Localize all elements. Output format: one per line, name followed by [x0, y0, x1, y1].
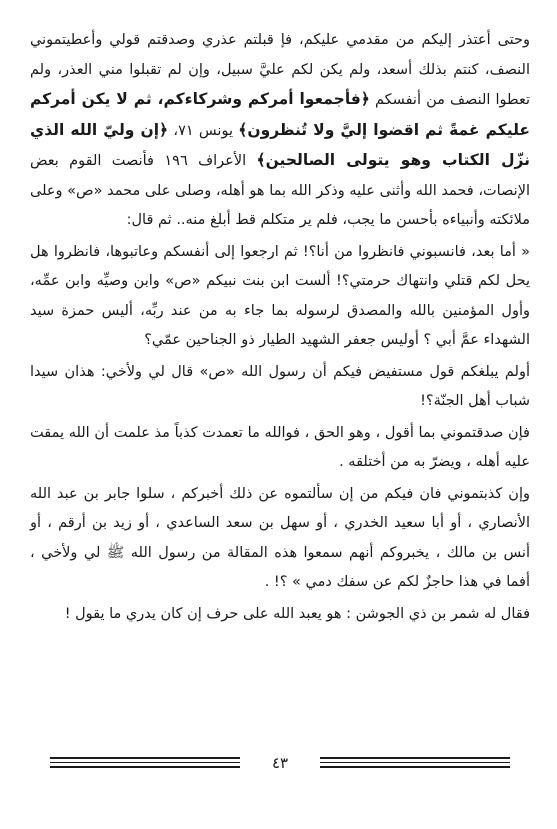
- paragraph: [30, 419, 530, 478]
- paragraph: [30, 358, 530, 417]
- quran-quote: ﴿فأجمعوا أمركم وشركاءكم، ثم لا يكن أمركم عليكم غمةً ثم اقضوا إليَّ ولا تُنظرون﴾: [30, 90, 530, 139]
- paragraph: [30, 238, 530, 356]
- text-run: « أما بعد، فانسبوني فانظروا من أنا؟! ثم ارجعوا إلى أنفسكم وعاتبوها، فانظروا هل يحل لكم قتلي وانتهاك حرمتي؟! ألست ابن بنت نبيكم «ص» وابن وصيِّه وابن عمِّه، وأول المؤمنين بالله والمصدق لرسوله بما جاء به من عند ربِّه، أليس حمزة سيد الشهداء عمَّ أبي ؟ أوليس جعفر الشهيد الطيار ذو الجناحين عمّي؟: [30, 243, 530, 348]
- footer-rule-line: [320, 766, 510, 768]
- footer-rule-line: [320, 757, 510, 759]
- text-run: وإن كذبتموني فان فيكم من إن سألتموه عن ذلك أخبركم ، سلوا جابر بن عبد الله الأنصاري ، أو أبا سعيد الخدري ، أو سهل بن سعد الساعدي ، أو زيد بن أرقم ، أو أنس بن مالك ، يخبروكم أنهم سمعوا هذه المقالة من رسول الله ﷺ لي ولأخي ، أفما في هذا حاجزٌ لكم عن سفك دمي » ؟! .: [30, 485, 530, 590]
- text-run: فقال له شمر بن ذي الجوشن : هو يعبد الله على حرف إن كان يدري ما يقول !: [64, 605, 530, 622]
- text-run: أولم يبلغكم قول مستفيض فيكم أن رسول الله «ص» قال لي ولأخي: هذان سيدا شباب أهل الجنّة؟!: [30, 363, 530, 409]
- quran-quote: ﴿إن وليّ الله الذي نزّل الكتاب وهو يتولى الصالحين﴾: [30, 120, 530, 169]
- text-run: فإن صدقتموني بما أقول ، وهو الحق ، فوالله ما تعمدت كذباً مذ علمت أن الله يمقت عليه أهله ، ويضرّ به من أختلقه .: [30, 424, 530, 470]
- paragraph: [30, 480, 530, 598]
- text-run: وحتى أعتذر إليكم من مقدمي عليكم، فإ قبلتم عذري وصدقتم قولي وأعطيتموني النصف، كنتم بذلك أسعد، ولم يكن لكم عليَّ سبيل، وإن لم تقبلوا مني العذر، ولم تعطوا النصف من أنفسكم: [30, 32, 530, 108]
- page-number: ٤٣: [271, 754, 289, 772]
- text-run: الأعراف ١٩٦ فأنصت القوم بعض الإنصات، فحمد الله وأثنى عليه وذكر الله بما هو أهله، وصلى على محمد «ص» وعلى ملائكته وأنبياءه بأحسن ما يجب، فلم ير متكلم قط أبلغ منه.. ثم قال:: [30, 153, 530, 228]
- paragraph: [30, 600, 530, 630]
- page-body: [30, 26, 530, 629]
- page-footer: [50, 754, 510, 777]
- footer-rule-line: [320, 762, 510, 763]
- text-run: يونس ٧١،: [168, 122, 239, 139]
- paragraph: [30, 26, 530, 236]
